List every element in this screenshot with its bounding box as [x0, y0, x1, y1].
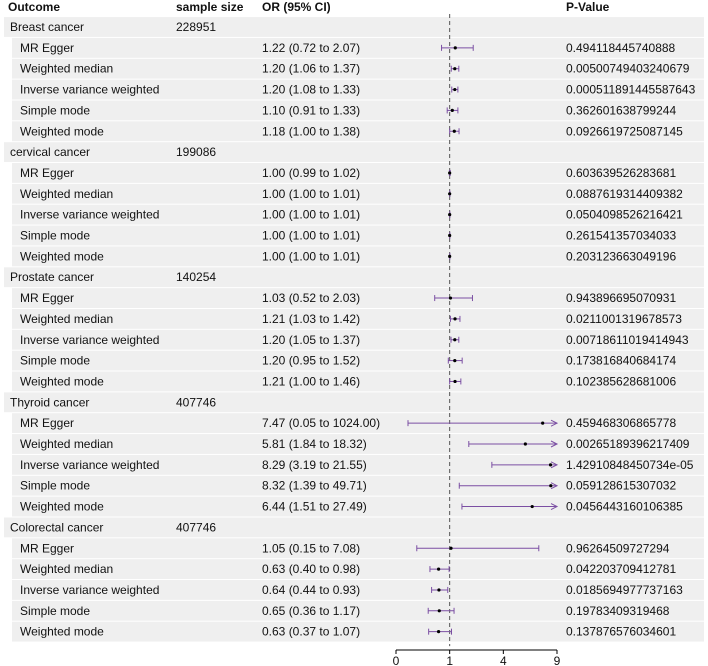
pvalue-label: 0.0185694977737163	[566, 582, 683, 597]
or-ci-label: 1.00 (0.99 to 1.02)	[262, 165, 361, 180]
group-row-stripe	[4, 142, 704, 162]
or-ci-label: 1.10 (0.91 to 1.33)	[262, 103, 361, 118]
pvalue-label: 0.137876576034601	[566, 624, 677, 639]
method-label: Simple mode	[20, 603, 91, 618]
group-sample-size: 140254	[176, 270, 217, 285]
point-estimate	[453, 359, 456, 362]
or-ci-label: 1.00 (1.00 to 1.01)	[262, 186, 361, 201]
or-ci-label: 0.65 (0.36 to 1.17)	[262, 603, 361, 618]
header-sample-size: sample size	[176, 0, 244, 14]
or-ci-label: 1.18 (1.00 to 1.38)	[262, 124, 361, 139]
point-estimate	[449, 296, 452, 299]
method-label: Weighted mode	[20, 499, 104, 514]
point-estimate	[453, 67, 456, 70]
point-estimate	[549, 484, 552, 487]
point-estimate	[453, 317, 456, 320]
point-estimate	[453, 380, 456, 383]
or-ci-label: 1.00 (1.00 to 1.01)	[262, 249, 361, 264]
point-estimate	[451, 109, 454, 112]
method-label: Inverse variance weighted	[20, 82, 160, 97]
method-label: Weighted median	[20, 61, 114, 76]
header-row	[8, 0, 610, 14]
header-or-ci: OR (95% CI)	[262, 0, 331, 14]
method-label: MR Egger	[20, 291, 75, 306]
or-ci-label: 8.29 (3.19 to 21.55)	[262, 457, 367, 472]
pvalue-label: 0.0504098526216421	[566, 207, 683, 222]
group-outcome-label: Colorectal cancer	[10, 520, 104, 535]
or-ci-label: 1.21 (1.03 to 1.42)	[262, 311, 361, 326]
pvalue-label: 0.459468306865778	[566, 416, 677, 431]
or-ci-label: 0.63 (0.40 to 0.98)	[262, 562, 361, 577]
method-label: Inverse variance weighted	[20, 207, 160, 222]
point-estimate	[453, 338, 456, 341]
group-sample-size: 199086	[176, 145, 217, 160]
pvalue-label: 0.603639526283681	[566, 165, 677, 180]
or-ci-label: 1.20 (0.95 to 1.52)	[262, 353, 361, 368]
pvalue-label: 0.059128615307032	[566, 478, 677, 493]
point-estimate	[541, 422, 544, 425]
point-estimate	[437, 588, 440, 591]
method-label: Weighted median	[20, 311, 114, 326]
pvalue-label: 0.96264509727294	[566, 541, 670, 556]
method-label: Simple mode	[20, 353, 91, 368]
group-outcome-label: cervical cancer	[10, 145, 91, 160]
point-estimate	[448, 255, 451, 258]
pvalue-label: 0.00718611019414943	[566, 332, 689, 347]
point-estimate	[531, 505, 534, 508]
group-outcome-label: Breast cancer	[10, 20, 85, 34]
group-row-stripe	[4, 517, 704, 537]
or-ci-label: 0.64 (0.44 to 0.93)	[262, 582, 361, 597]
point-estimate	[448, 213, 451, 216]
method-label: MR Egger	[20, 165, 75, 180]
method-label: Weighted mode	[20, 124, 104, 139]
method-label: Weighted mode	[20, 249, 104, 264]
header-pvalue: P-Value	[566, 0, 610, 14]
x-axis	[393, 650, 561, 666]
method-label: Simple mode	[20, 103, 91, 118]
group-sample-size: 407746	[176, 395, 217, 410]
point-estimate	[453, 88, 456, 91]
pvalue-label: 0.0456443160106385	[566, 499, 683, 514]
pvalue-label: 0.261541357034033	[566, 228, 677, 243]
point-estimate	[438, 609, 441, 612]
method-label: Weighted mode	[20, 624, 104, 639]
pvalue-label: 0.203123663049196	[566, 249, 677, 264]
or-ci-label: 0.63 (0.37 to 1.07)	[262, 624, 361, 639]
method-label: Inverse variance weighted	[20, 457, 160, 472]
group-outcome-label: Prostate cancer	[10, 270, 95, 285]
or-ci-label: 6.44 (1.51 to 27.49)	[262, 499, 367, 514]
point-estimate	[449, 547, 452, 550]
pvalue-label: 0.943896695070931	[566, 291, 677, 306]
or-ci-label: 1.00 (1.00 to 1.01)	[262, 228, 361, 243]
group-sample-size: 228951	[176, 20, 217, 34]
or-ci-label: 1.00 (1.00 to 1.01)	[262, 207, 361, 222]
method-label: MR Egger	[20, 40, 75, 55]
method-label: MR Egger	[20, 416, 75, 431]
or-ci-label: 1.03 (0.52 to 2.03)	[262, 291, 361, 306]
or-ci-label: 7.47 (0.05 to 1024.00)	[262, 416, 381, 431]
pvalue-label: 0.0211001319678573	[566, 311, 682, 326]
group-outcome-label: Thyroid cancer	[10, 395, 90, 410]
pvalue-label: 0.494118445740888	[566, 40, 676, 55]
header-outcome: Outcome	[8, 0, 61, 14]
pvalue-label: 0.00265189396217409	[566, 437, 690, 451]
point-estimate	[437, 630, 440, 633]
pvalue-label: 0.00500749403240679	[566, 61, 690, 76]
pvalue-label: 0.19783409319468	[566, 603, 670, 618]
or-ci-label: 1.21 (1.00 to 1.46)	[262, 374, 361, 389]
or-ci-label: 1.22 (0.72 to 2.07)	[262, 40, 361, 55]
pvalue-label: 0.362601638799244	[566, 103, 677, 118]
x-tick-label: 0	[392, 654, 400, 666]
point-estimate	[437, 568, 440, 571]
point-estimate	[549, 463, 552, 466]
group-sample-size: 407746	[176, 520, 217, 535]
x-tick-label: 4	[499, 654, 507, 666]
method-label: Inverse variance weighted	[20, 332, 160, 347]
x-tick-label: 9	[553, 654, 561, 666]
method-label: Simple mode	[20, 228, 91, 243]
group-row-stripe	[4, 17, 704, 37]
point-estimate	[448, 171, 451, 174]
point-estimate	[524, 442, 527, 445]
method-label: Weighted median	[20, 437, 114, 451]
pvalue-label: 0.102385628681006	[566, 374, 677, 389]
or-ci-label: 1.20 (1.08 to 1.33)	[262, 82, 361, 97]
group-row-stripe	[4, 392, 704, 412]
method-label: Weighted median	[20, 562, 114, 577]
pvalue-label: 0.000511891445587643	[566, 82, 696, 97]
point-estimate	[454, 46, 457, 49]
pvalue-label: 0.0887619314409382	[566, 186, 683, 201]
group-row-stripe	[4, 267, 704, 287]
pvalue-label: 0.042203709412781	[566, 562, 677, 577]
point-estimate	[453, 130, 456, 133]
point-estimate	[448, 234, 451, 237]
or-ci-label: 1.05 (0.15 to 7.08)	[262, 541, 361, 556]
pvalue-label: 1.42910848450734e-05	[566, 457, 694, 472]
method-label: Simple mode	[20, 478, 91, 493]
or-ci-label: 8.32 (1.39 to 49.71)	[262, 478, 367, 493]
pvalue-label: 0.173816840684174	[566, 353, 677, 368]
x-tick-label: 1	[446, 654, 454, 666]
or-ci-label: 5.81 (1.84 to 18.32)	[262, 437, 367, 451]
or-ci-label: 1.20 (1.06 to 1.37)	[262, 61, 361, 76]
method-label: MR Egger	[20, 541, 75, 556]
point-estimate	[448, 192, 451, 195]
method-label: Weighted mode	[20, 374, 104, 389]
pvalue-label: 0.0926619725087145	[566, 124, 683, 139]
method-label: Weighted median	[20, 186, 114, 201]
method-label: Inverse variance weighted	[20, 582, 160, 597]
or-ci-label: 1.20 (1.05 to 1.37)	[262, 332, 361, 347]
